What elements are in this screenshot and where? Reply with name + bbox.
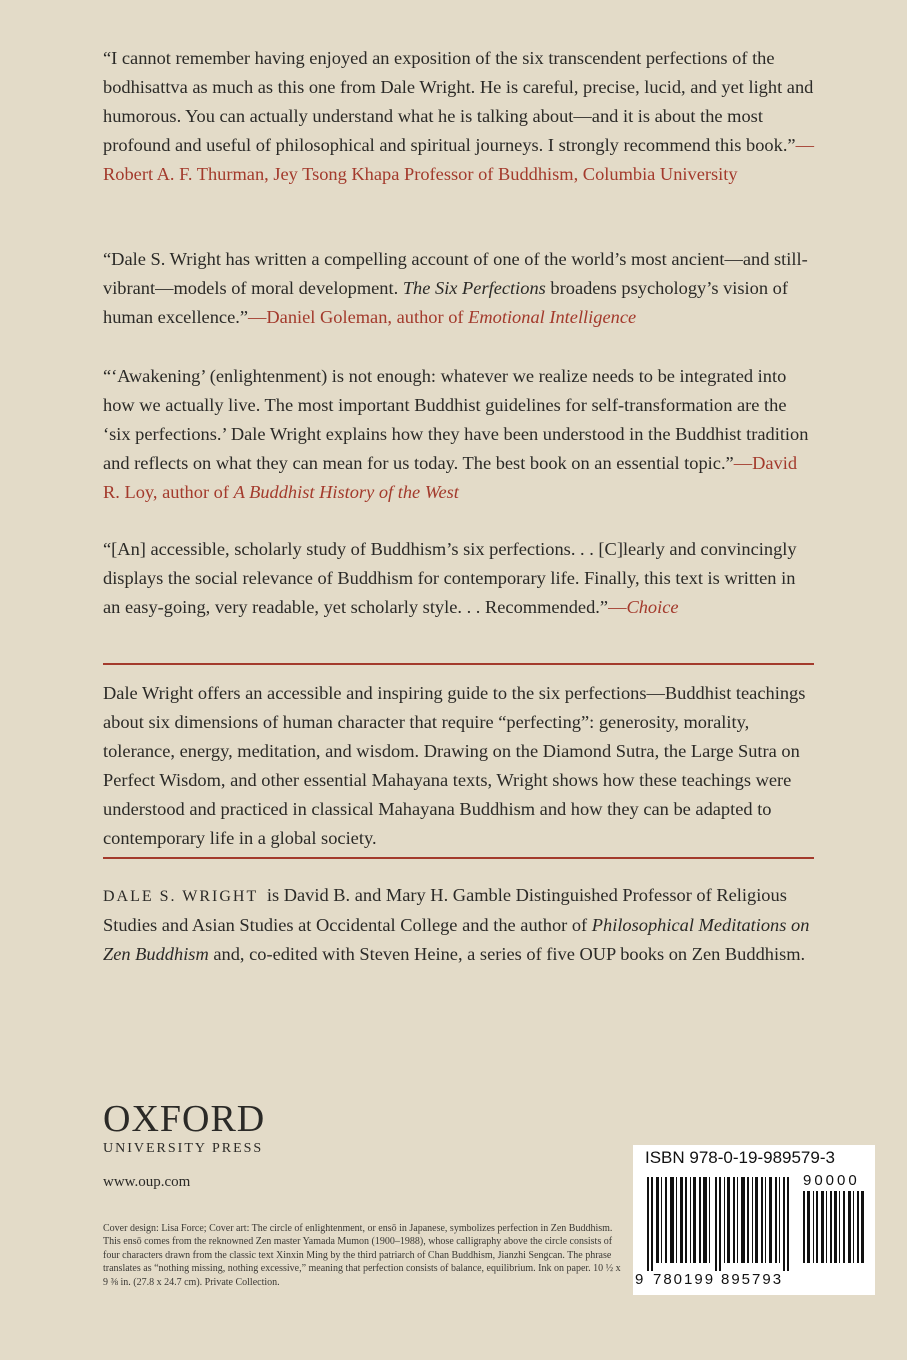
quote-loy [103, 362, 815, 507]
quote-goleman [103, 245, 815, 332]
book-title: The Six Perfections [402, 278, 546, 298]
isbn-number: ISBN 978-0-19-989579-3 [645, 1148, 835, 1167]
quote-text: “I cannot remember having enjoyed an exposition of the six transcendent perfections of the bodhisattva as much as this one from Dale Wright. He is careful, precise, lucid, and yet light and humorous. You can actually understand what he is talking about—and it is about the most profound and useful of philosophical and spiritual journeys. I strongly recommend this book.” [103, 48, 814, 155]
quote-text: “Dale S. Wright has written a compelling account of one of the world’s most ancient—and still-vibrant—models of moral development. [103, 249, 808, 298]
bio-text-cont: and, co-edited with Steven Heine, a series of five OUP books on Zen Buddhism. [208, 944, 806, 964]
barcode-addon-digits: 90000 [803, 1172, 860, 1189]
barcode-addon-bars-icon [803, 1191, 865, 1263]
quote-thurman [103, 44, 815, 189]
bio-book-title: Philosophical Meditations on Zen Buddhism [103, 915, 810, 964]
quote-attribution: —Robert A. F. Thurman, Jey Tsong Khapa Professor of Buddhism, Columbia University [103, 135, 814, 184]
book-description: Dale Wright offers an accessible and inspiring guide to the six perfections—Buddhist teachings about six dimensions of human character that require “perfecting”: generosity, morality, tolerance, energy, meditation, and wisdom. Drawing on the Diamond Sutra, the Large Sutra on Perfect Wisdom, and other essential Mahayana texts, Wright shows how these teachings were understood and practiced in classical Mahayana Buddhism and how they can be adapted to contemporary life in a global society. [103, 683, 806, 848]
attribution-work: Choice [626, 597, 679, 617]
attribution-work: A Buddhist History of the West [233, 482, 459, 502]
divider-top [103, 663, 814, 665]
publisher-subtitle: UNIVERSITY PRESS [103, 1141, 264, 1156]
cover-credits: Cover design: Lisa Force; Cover art: The circle of enlightenment, or ensō in Japanese, symbolizes perfection in Zen Buddhism. This ensō comes from the reknowned Zen master Yamada Mumon (1900–1988), whose calligraphy above the circle consists of four characters drawn from the classic text Xinxin Ming by the third patriarch of Chan Buddhism, Jianzhi Sengcan. The phrase translates as “nothing missing, nothing excessive,” meaning that perfection consists of balance, equilibrium. Ink on paper. 10 ½ x 9 ⅜ in. (27.8 x 24.7 cm). Private Collection. [103, 1223, 621, 1288]
quote-text: “‘Awakening’ (enlightenment) is not enough: whatever we realize needs to be integrated into how we actually live. The most important Buddhist guidelines for self-transformation are the ‘six perfections.’ Dale Wright explains how they have been understood in the Buddhist tradition and reflects on what they can mean for us today. The best book on an essential topic.” [103, 366, 809, 473]
author-name: DALE S. WRIGHT [103, 888, 259, 905]
quote-attribution [248, 307, 636, 327]
oxford-logo [103, 1100, 265, 1158]
quote-choice [103, 535, 815, 622]
attribution-name: —David R. Loy, author of [103, 453, 798, 502]
author-bio [103, 881, 815, 969]
ean-right-digits: 895793 [721, 1271, 784, 1288]
barcode-bars-icon [647, 1177, 797, 1271]
publisher-name: OXFORD [103, 1098, 266, 1140]
isbn-barcode [633, 1145, 875, 1295]
attribution-name: —Daniel Goleman, author of [248, 307, 469, 327]
quote-text-cont: broadens psychology’s vision of human excellence.” [103, 278, 788, 327]
quote-text: “[An] accessible, scholarly study of Buddhism’s six perfections. . . [C]learly and convincingly displays the social relevance of Buddhism for contemporary life. Finally, this text is written in an easy-going, very readable, yet scholarly style. . . Recommended.” [103, 539, 797, 617]
publisher-website: www.oup.com [103, 1174, 191, 1190]
quote-attribution [608, 597, 678, 617]
ean-left-digits: 780199 [653, 1271, 716, 1288]
ean-first-digit: 9 [635, 1271, 644, 1288]
bio-text: is David B. and Mary H. Gamble Distinguished Professor of Religious Studies and Asian Studies at Occidental College and the author of [103, 885, 787, 935]
attribution-dash: — [608, 597, 627, 617]
attribution-work: Emotional Intelligence [468, 307, 637, 327]
divider-bottom [103, 857, 814, 859]
